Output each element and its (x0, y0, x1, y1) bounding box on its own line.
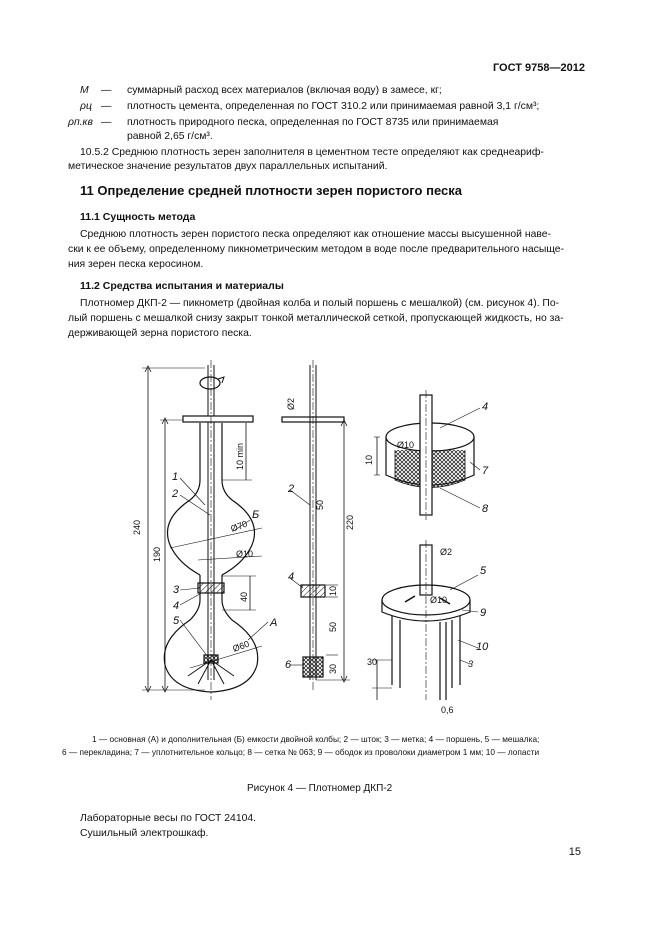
section-11-1-line2: ски к ее объему, определенному пикнометрическим методом в воде после предварительного насыще- (68, 244, 564, 255)
equipment-oven: Сушильный электрошкаф. (80, 828, 209, 839)
figure-legend-line2: 6 — перекладина; 7 — уплотнительное кольцо; 8 — сетка № 063; 9 — ободок из проволоки диаметром 1 мм; 10 — лопасти (62, 747, 540, 757)
dim-d2: Ø2 (286, 397, 296, 410)
label-r7: 7 (482, 465, 489, 477)
label-m2: 2 (288, 483, 295, 495)
piston-detail-drawing (374, 390, 480, 520)
label-A: А (270, 617, 278, 629)
double-flask-drawing (142, 360, 268, 700)
dim-10c: 10 (364, 454, 374, 465)
figure-legend-line1: 1 — основная (А) и дополнительная (Б) емкости двойной колбы; 2 — шток; 3 — метка; 4 — поршень, 5 — мешалка; (92, 734, 540, 744)
para-10-5-2-line1: 10.5.2 Среднюю плотность зерен заполнителя в цементном тесте определяют как среднеариф- (80, 147, 544, 158)
dim-d10: Ø10 (236, 549, 254, 559)
label-3: 3 (173, 584, 180, 596)
stirrer-detail-drawing (372, 540, 478, 700)
def-dash: — (101, 101, 112, 112)
def-symbol-m: M (80, 85, 89, 96)
dim-dd10: Ø10 (397, 440, 415, 450)
label-r4: 4 (482, 401, 489, 413)
label-B: Б (252, 509, 260, 521)
def-text-rho-sand-cont: равной 2,65 г/см³. (127, 131, 213, 142)
label-r5: 5 (480, 565, 487, 577)
dim-220: 220 (345, 514, 355, 530)
dim-d60: Ø60 (231, 638, 251, 654)
dim-d70: Ø70 (229, 518, 249, 534)
label-r10: 10 (476, 641, 489, 653)
equipment-scales: Лабораторные весы по ГОСТ 24104. (80, 813, 257, 824)
page-number: 15 (568, 846, 581, 858)
label-1: 1 (172, 471, 179, 483)
section-11-1-line3: ния зерен песка керосином. (68, 259, 204, 270)
section-11-1-line1: Среднюю плотность зерен пористого песка определяют как отношение массы высушенной наве- (80, 229, 552, 240)
section-11-title: 11 Определение средней плотности зерен пористого песка (80, 183, 462, 198)
def-symbol-rho-sand: ρп.кв (68, 117, 93, 128)
label-r9: 9 (480, 607, 487, 619)
dim-50a: 50 (315, 499, 325, 510)
standard-header: ГОСТ 9758—2012 (492, 62, 585, 74)
label-2: 2 (172, 488, 179, 500)
def-dash: — (101, 117, 112, 128)
dim-30b: 30 (367, 657, 378, 667)
def-text-rho-sand: плотность природного песка, определенная по ГОСТ 8735 или принимаемая (127, 117, 499, 128)
dim-190: 190 (152, 546, 162, 562)
def-symbol-rho-c: ρц (80, 101, 92, 112)
dim-10min: 10 min (235, 442, 245, 470)
def-dash: — (101, 85, 112, 96)
dim-240: 240 (132, 519, 142, 535)
section-11-2-line2: лый поршень с мешалкой снизу закрыт тонкой металлической сеткой, пропускающей жидкость, но за- (68, 313, 564, 324)
section-11-2-line3: держивающей зерна пористого песка. (68, 328, 252, 339)
dim-40: 40 (239, 591, 249, 602)
label-m6: 6 (285, 659, 292, 671)
label-r8: 8 (482, 503, 489, 515)
def-text-rho-c: плотность цемента, определенная по ГОСТ 310.2 или принимаемая равной 3,1 г/см³; (127, 101, 540, 112)
dim-30: 30 (328, 663, 338, 674)
dim-dd10b: Ø10 (430, 595, 448, 605)
dim-d2b: Ø2 (440, 547, 453, 557)
label-5: 5 (173, 615, 180, 627)
dim-50b: 50 (328, 621, 338, 632)
section-11-2-line1: Плотномер ДКП-2 — пикнометр (двойная колба и полый поршень с мешалкой) (см. рисунок 4). По- (80, 298, 560, 309)
label-r3: 3 (468, 659, 474, 669)
label-m4: 4 (288, 571, 295, 583)
para-10-5-2-line2: метическое значение результатов двух параллельных испытаний. (68, 161, 388, 172)
dim-06: 0,6 (441, 705, 454, 715)
dim-10b: 10 (328, 585, 338, 596)
section-11-1-title: 11.1 Сущность метода (80, 211, 196, 223)
figure-caption: Рисунок 4 — Плотномер ДКП-2 (247, 783, 393, 794)
section-11-2-title: 11.2 Средства испытания и материалы (80, 280, 284, 292)
label-4: 4 (173, 600, 180, 612)
def-text-m: суммарный расход всех материалов (включая воду) в замесе, кг; (127, 85, 442, 96)
